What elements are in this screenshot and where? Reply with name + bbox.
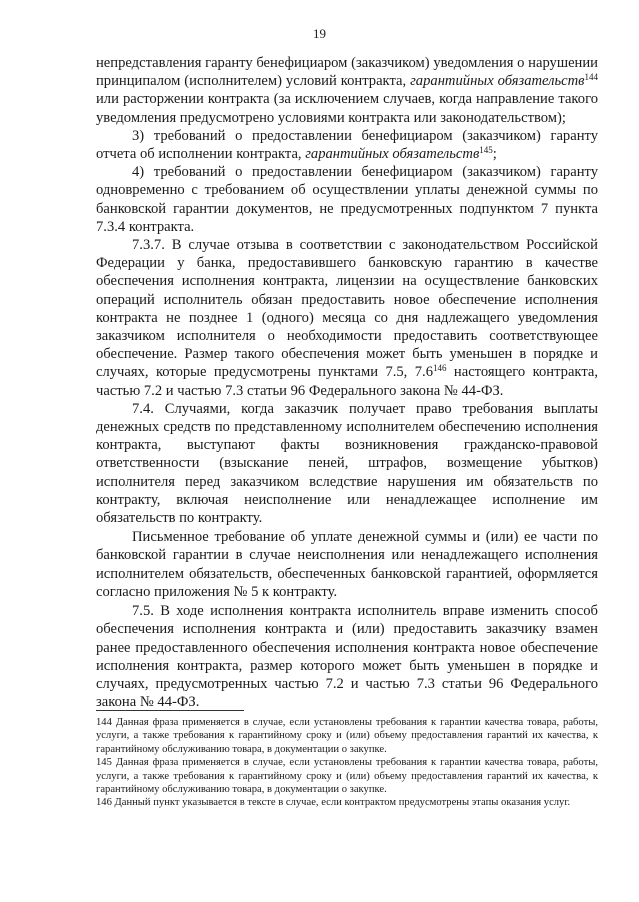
footnote-146: 146 Данный пункт указывается в тексте в случае, если контрактом предусмотрены этапы оказания услуг. [96,797,571,809]
paragraph-5: 7.4. Случаями, когда заказчик получает право требования выплаты денежных средств по представленному исполнителем обеспечению исполнения контракта, выступают факты возникновения гражданско-правовой ответственности (взыскание пеней, штрафов, возмещение убытков) исполнителя перед заказчиком вследствие нарушения им обязательств по контракту, включая неисполнение или ненадлежащее исполнение им обязательств по контракту. [96,400,598,527]
footnote-ref-146[interactable]: 146 [433,363,447,374]
footnote-ref-144[interactable]: 144 [584,72,599,83]
footnotes [96,716,598,810]
paragraph-4 [96,236,598,400]
paragraph-1 [96,54,598,127]
footnote-145: 145 Данная фраза применяется в случае, если установлены требования к гарантии качества товара, работы, услуги, а также требования к гарантийному сроку и (или) объему предоставления гарантий их качества, к гарантийному обслуживанию товара, в документации о закупке. [96,757,598,796]
paragraph-4-text-a: 7.3.7. В случае отзыва в соответствии с законодательством Российской Федерации у банка, предоставившего банковскую гарантию в качестве обеспечения исполнения контракта, лицензии на осуществление банковских операций исполнитель обязан предоставить новое обеспечение исполнения контракта не позднее 1 (одного) месяца со дня надлежащего уведомления заказчиком исполнителя о необходимости предоставить соответствующее обеспечение. Размер такого обеспечения может быть уменьшен в порядке и случаях, которые предусмотрены пунктами 7.5, 7.6 [96,237,598,381]
paragraph-2-text-a: 3) требований о предоставлении бенефициаром (заказчиком) гаранту отчета об исполнении контракта, [96,127,598,163]
body-text [96,54,598,711]
paragraph-1-text-a: непредставления гаранту бенефициаром (заказчиком) уведомления о нарушении принципалом (исполнителем) условий контракта, [96,55,598,90]
paragraph-6: Письменное требование об уплате денежной суммы и (или) ее части по банковской гарантии в случае неисполнения или ненадлежащего исполнения исполнителем обязательств, обеспеченных банковской гарантией, оформляется согласно приложения № 5 к контракту. [96,529,598,600]
footnote-144: 144 Данная фраза применяется в случае, если установлены требования к гарантии качества товара, работы, услуги, а также требования к гарантийному сроку и (или) объему предоставления гарантий их качества, к гарантийному обслуживанию товара, в документации о закупке. [96,717,598,755]
footnote-ref-145[interactable]: 145 [479,145,493,156]
paragraph-2-text-b: ; [492,146,497,163]
paragraph-2 [96,127,598,163]
paragraph-1-text-b: или расторжении контракта (за исключением случаев, когда направление такого уведомления предусмотрено условиями контракта или законодательством); [96,91,598,126]
page-number: 19 [313,26,326,41]
paragraph-3: 4) требований о предоставлении бенефициаром (заказчиком) гаранту одновременно с требованием об осуществлении уплаты денежной суммы по банковской гарантии документов, не предусмотренных подпунктом 7 пункта 7.3.4 контракта. [96,164,598,235]
paragraph-7: 7.5. В ходе исполнения контракта исполнитель вправе изменить способ обеспечения исполнения контракта и (или) предоставить заказчику взамен ранее предоставленного обеспечения исполнения контракта новое обеспечение исполнения контракта, размер которого может быть уменьшен в порядке и случаях, предусмотренных частью 7.2 и частью 7.3 статьи 96 Федерального закона № 44-ФЗ. [96,603,598,711]
paragraph-1-italic: гарантийных обязательств [410,73,585,90]
footnote-separator [96,710,244,711]
paragraph-2-italic: гарантийных обязательств [305,146,480,163]
paragraph-4-text-b: настоящего контракта, частью 7.2 и частью 7.3 статьи 96 Федерального закона № 44-ФЗ. [96,364,598,399]
